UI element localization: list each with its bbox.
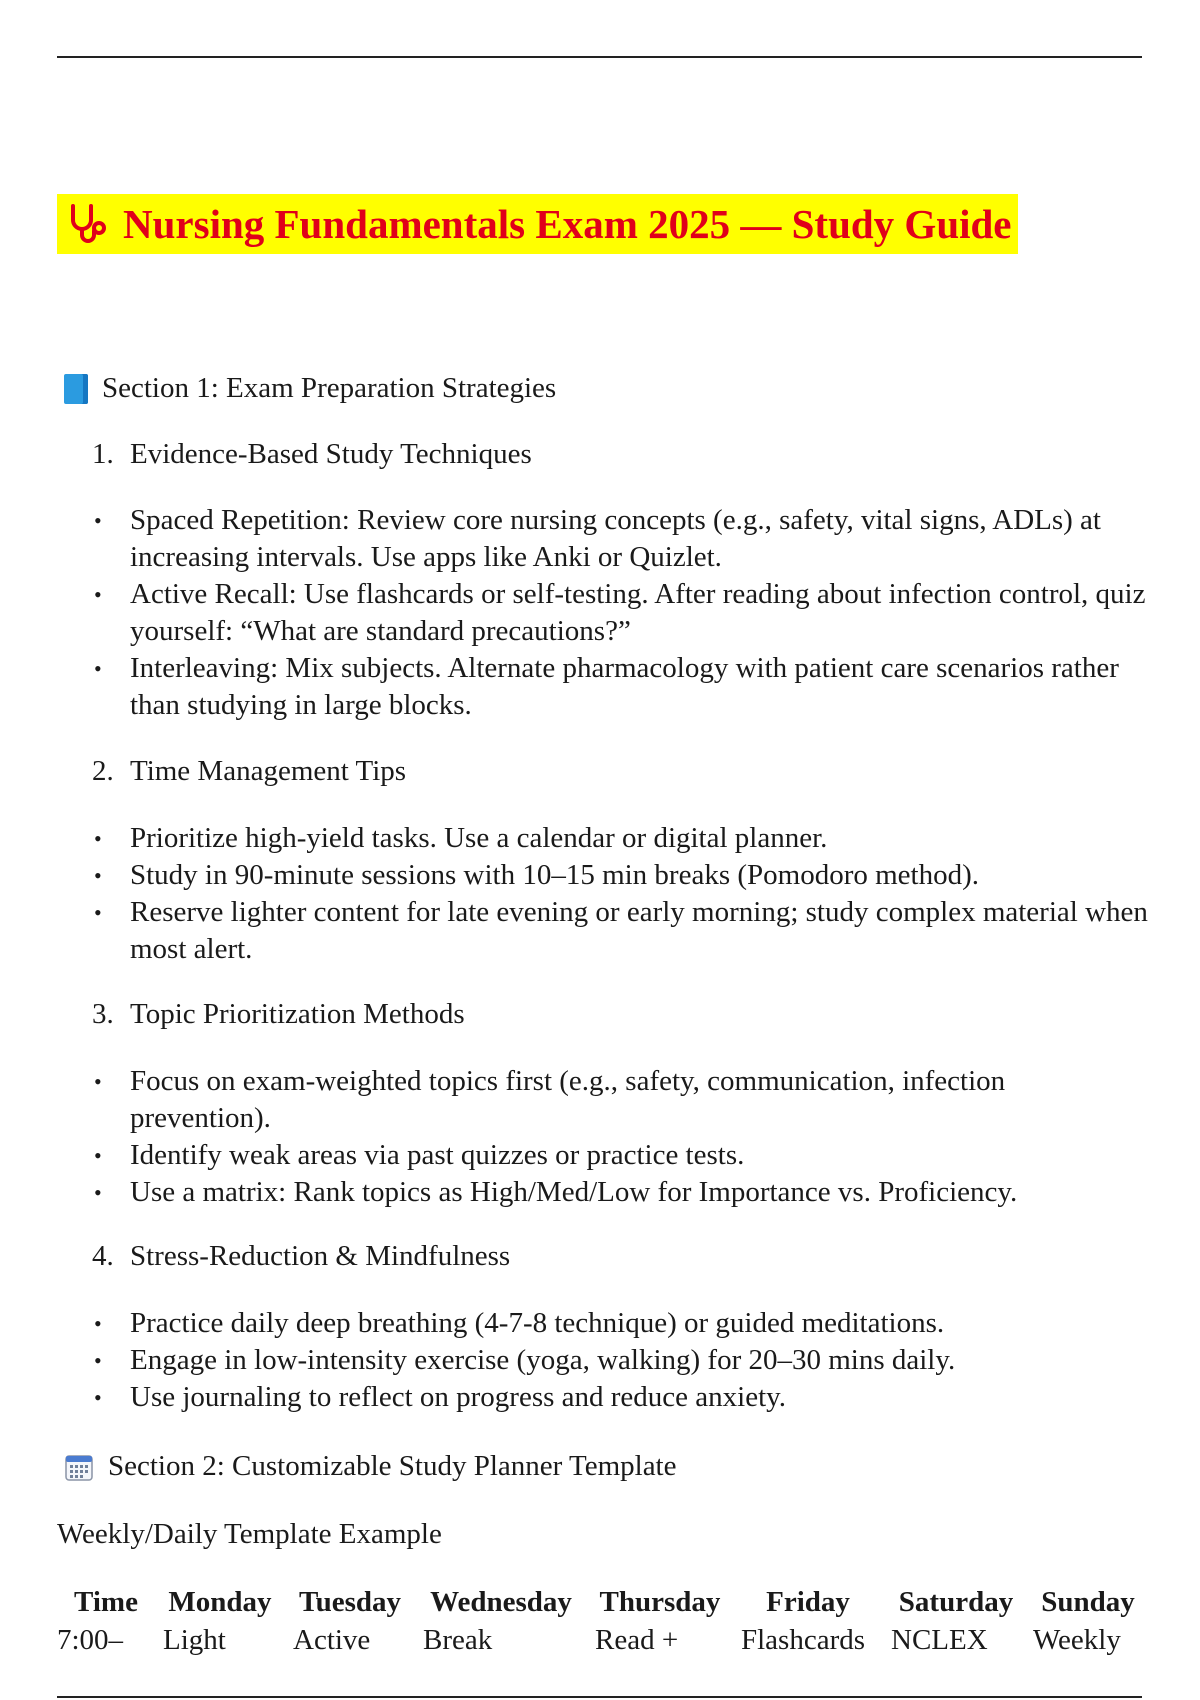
column-header: Monday <box>168 1585 272 1618</box>
subsection-number: 1. <box>92 438 114 470</box>
subsection-3-title <box>92 998 465 1031</box>
table-cell: Active <box>293 1624 371 1656</box>
subsection-1-bullets <box>92 502 1152 724</box>
section-1-heading <box>64 372 556 405</box>
subsection-title: Stress-Reduction & Mindfulness <box>130 1240 511 1272</box>
template-subheading: Weekly/Daily Template Example <box>57 1518 442 1550</box>
table-cell: Flashcards <box>741 1624 866 1656</box>
table-cell: NCLEX <box>891 1624 988 1656</box>
study-planner-table <box>57 1580 1147 1668</box>
column-header: Sunday <box>1041 1585 1135 1618</box>
title-block <box>57 194 1018 254</box>
table-cell: Read + <box>595 1624 679 1656</box>
stethoscope-icon <box>65 202 109 246</box>
list-item: • Focus on exam-weighted topics first (e.g., safety, communication, infection prevention). <box>92 1063 1152 1137</box>
title-text: Nursing Fundamentals Exam 2025 — Study Guide <box>123 201 1012 247</box>
top-divider <box>57 56 1142 58</box>
subsection-number: 4. <box>92 1240 114 1272</box>
list-item: • Use journaling to reflect on progress and reduce anxiety. <box>92 1379 1152 1416</box>
list-item: • Active Recall: Use flashcards or self-testing. After reading about infection control, quiz yourself: “What are standard precautions?” <box>92 576 1152 650</box>
list-item: • Practice daily deep breathing (4-7-8 technique) or guided meditations. <box>92 1305 1152 1342</box>
list-item: • Engage in low-intensity exercise (yoga, walking) for 20–30 mins daily. <box>92 1342 1152 1379</box>
section-1-heading-text: Section 1: Exam Preparation Strategies <box>102 372 557 404</box>
table-cell: Break <box>423 1624 493 1656</box>
subsection-title: Topic Prioritization Methods <box>130 998 465 1030</box>
list-item: • Study in 90-minute sessions with 10–15 min breaks (Pomodoro method). <box>92 857 1152 894</box>
list-item: • Use a matrix: Rank topics as High/Med/Low for Importance vs. Proficiency. <box>92 1174 1152 1211</box>
subsection-number: 2. <box>92 755 114 787</box>
subsection-title: Time Management Tips <box>130 755 407 787</box>
subsection-4-title <box>92 1240 510 1273</box>
table-cell: 7:00– <box>57 1624 124 1656</box>
table-cell: Light <box>163 1624 226 1656</box>
table-cell: Weekly <box>1033 1624 1121 1656</box>
section-2-heading-text: Section 2: Customizable Study Planner Template <box>108 1450 677 1482</box>
document-title <box>57 194 1018 254</box>
column-header: Wednesday <box>430 1585 572 1618</box>
blue-book-icon <box>64 374 88 404</box>
calendar-icon <box>64 1452 94 1482</box>
list-item: • Prioritize high-yield tasks. Use a calendar or digital planner. <box>92 820 1152 857</box>
table-row <box>57 1624 1147 1668</box>
bottom-divider <box>57 1696 1142 1698</box>
list-item: • Spaced Repetition: Review core nursing concepts (e.g., safety, vital signs, ADLs) at increasing intervals. Use apps like Anki or Quizlet. <box>92 502 1152 576</box>
section-2-heading <box>64 1450 677 1483</box>
subsection-number: 3. <box>92 998 114 1030</box>
subsection-3-bullets <box>92 1063 1152 1211</box>
subsection-2-title <box>92 755 406 788</box>
column-header: Saturday <box>898 1585 1014 1618</box>
list-item: • Reserve lighter content for late evening or early morning; study complex material when most alert. <box>92 894 1152 968</box>
column-header: Tuesday <box>298 1585 402 1618</box>
list-item: • Interleaving: Mix subjects. Alternate pharmacology with patient care scenarios rather than studying in large blocks. <box>92 650 1152 724</box>
column-header: Thursday <box>599 1585 721 1618</box>
column-header: Time <box>74 1585 138 1618</box>
subsection-4-bullets <box>92 1305 1152 1416</box>
list-item: • Identify weak areas via past quizzes or practice tests. <box>92 1137 1152 1174</box>
subsection-1-title <box>92 438 532 471</box>
table-header-row <box>57 1580 1147 1624</box>
subsection-title: Evidence-Based Study Techniques <box>130 438 532 470</box>
column-header: Friday <box>766 1585 850 1618</box>
subsection-2-bullets <box>92 820 1152 968</box>
